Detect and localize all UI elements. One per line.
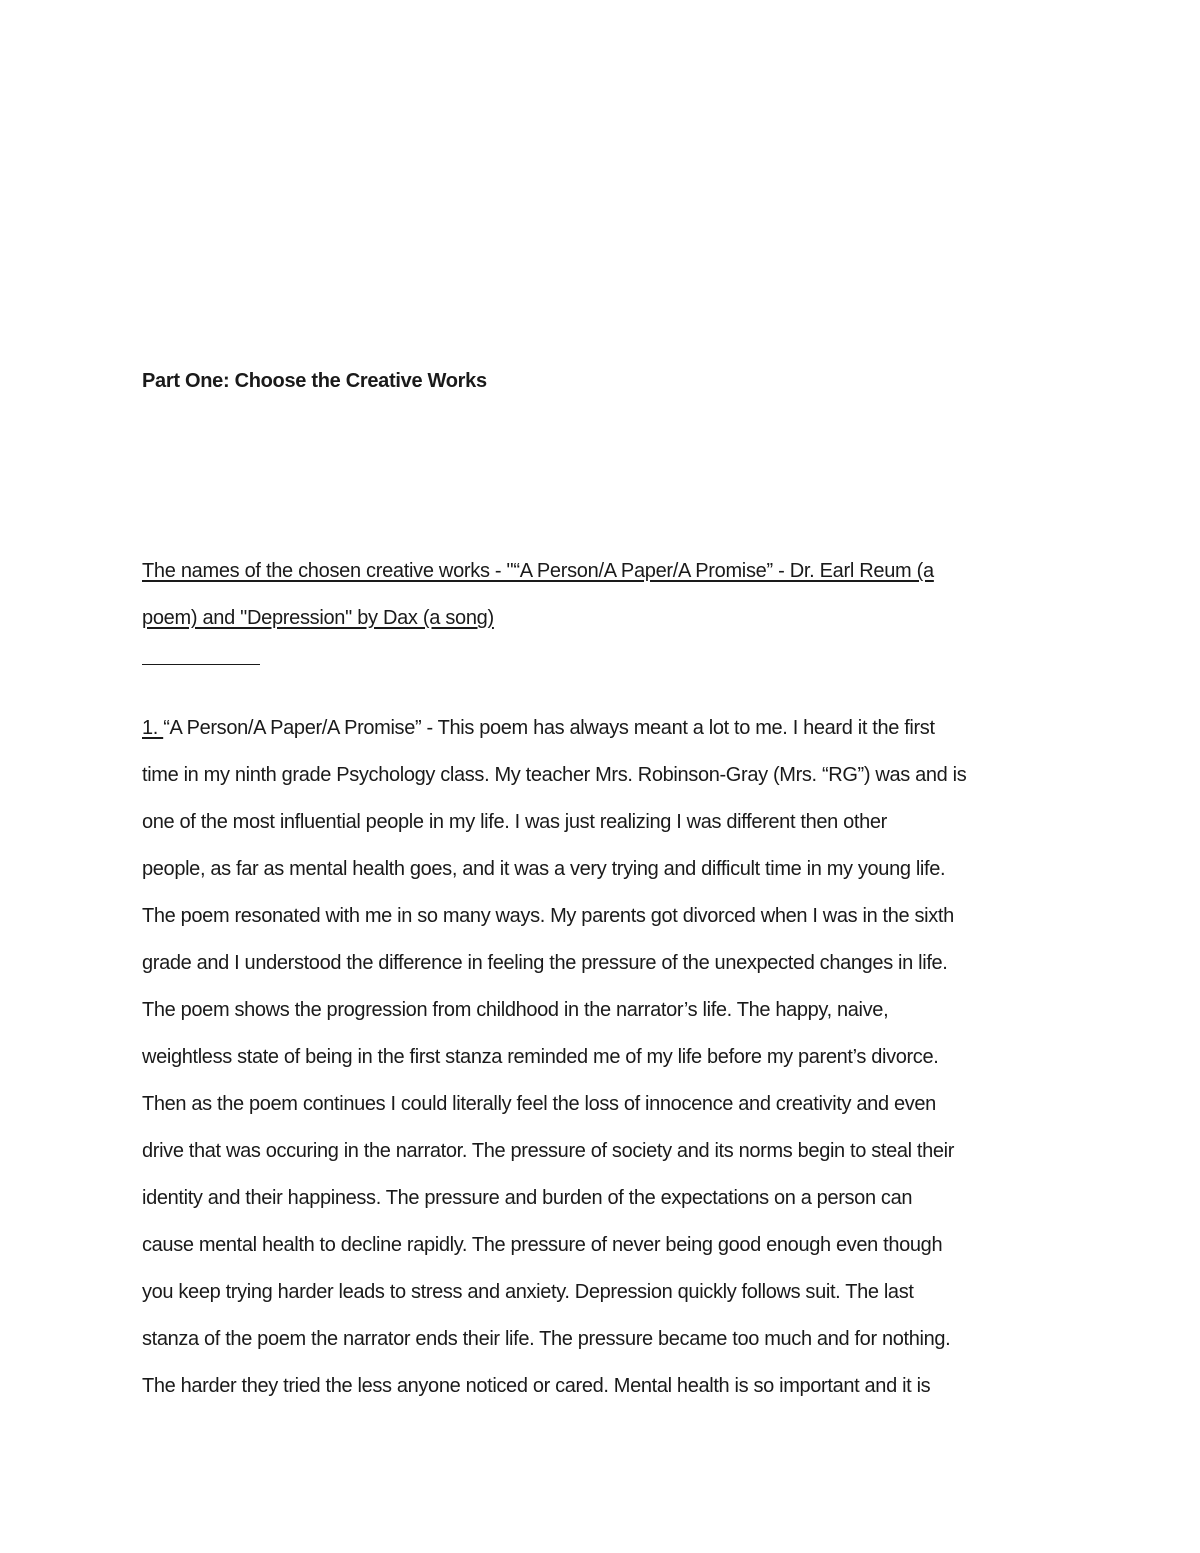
- body-paragraph: [142, 705, 1072, 1410]
- paragraph-line: weightless state of being in the first stanza reminded me of my life before my parent’s divorce.: [142, 1046, 939, 1068]
- paragraph-line: cause mental health to decline rapidly. The pressure of never being good enough even though: [142, 1234, 943, 1256]
- paragraph-line: Then as the poem continues I could literally feel the loss of innocence and creativity and even: [142, 1093, 936, 1115]
- paragraph-line: [142, 705, 1072, 752]
- paragraph-line: The harder they tried the less anyone noticed or cared. Mental health is so important and it is: [142, 1375, 931, 1397]
- paragraph-line: time in my ninth grade Psychology class. My teacher Mrs. Robinson-Gray (Mrs. “RG”) was and is: [142, 764, 967, 786]
- paragraph-line: one of the most influential people in my life. I was just realizing I was different then other: [142, 811, 887, 833]
- paragraph-line: identity and their happiness. The pressure and burden of the expectations on a person can: [142, 1187, 913, 1209]
- section-heading: Part One: Choose the Creative Works: [142, 370, 487, 392]
- paragraph-line: The poem shows the progression from childhood in the narrator’s life. The happy, naive,: [142, 999, 889, 1021]
- separator-line: [142, 664, 260, 665]
- item-number: 1.: [142, 717, 164, 739]
- paragraph-line: The poem resonated with me in so many ways. My parents got divorced when I was in the sixth: [142, 905, 954, 927]
- chosen-works-title-line: poem) and "Depression" by Dax (a song): [142, 607, 494, 629]
- chosen-works-title: [142, 548, 1042, 642]
- paragraph-line: you keep trying harder leads to stress and anxiety. Depression quickly follows suit. The last: [142, 1281, 914, 1303]
- chosen-works-title-line: The names of the chosen creative works - "“A Person/A Paper/A Promise” - Dr. Earl Reum (a: [142, 560, 934, 582]
- paragraph-line: people, as far as mental health goes, and it was a very trying and difficult time in my young life.: [142, 858, 946, 880]
- paragraph-line: drive that was occuring in the narrator. The pressure of society and its norms begin to steal their: [142, 1140, 955, 1162]
- paragraph-line-text: “A Person/A Paper/A Promise” - This poem has always meant a lot to me. I heard it the first: [163, 717, 935, 739]
- paragraph-line: grade and I understood the difference in feeling the pressure of the unexpected changes in life.: [142, 952, 948, 974]
- paragraph-line: stanza of the poem the narrator ends their life. The pressure became too much and for nothing.: [142, 1328, 951, 1350]
